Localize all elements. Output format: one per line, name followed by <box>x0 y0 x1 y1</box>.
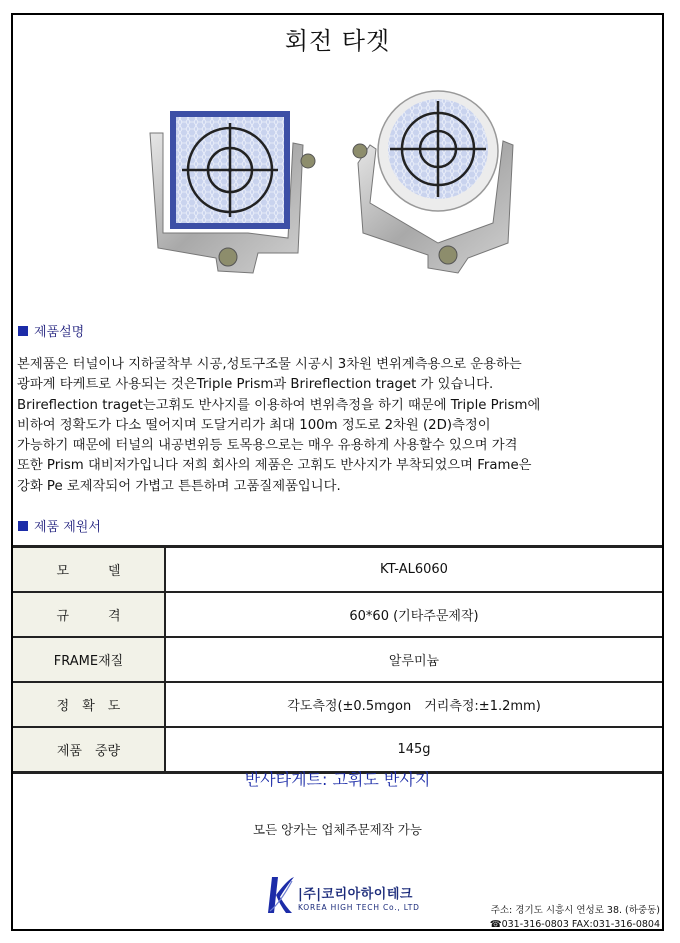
spec-value: 145g <box>166 728 662 771</box>
spec-label: 모 델 <box>13 548 164 591</box>
square-bullet-icon <box>18 521 28 531</box>
description-line: 비하여 정확도가 다소 떨어지며 도달거리가 최대 100m 정도로 2차원 (2D)측정이 <box>17 417 491 433</box>
document-frame <box>11 13 664 931</box>
reflector-note: 반사타게트: 고휘도 반사지 <box>244 770 431 789</box>
spec-value: KT-AL6060 <box>166 548 662 591</box>
description-line: 또한 Prism 대비저가입니다 저희 회사의 제품은 고휘도 반사지가 부착되었으며 Frame은 <box>17 458 532 474</box>
spec-label: 제품 중량 <box>13 728 164 771</box>
section-description-label: 제품설명 <box>34 325 85 340</box>
spec-label: 정 확 도 <box>13 683 164 726</box>
spec-row-size <box>13 593 662 636</box>
company-name: |주|코리아하이테크 <box>298 887 413 902</box>
company-phone-fax: ☎031-316-0803 FAX:031-316-0804 <box>489 919 660 930</box>
description-line: 광파계 타케트로 사용되는 것은Triple Prism과 Brireflection traget 가 있습니다. <box>17 377 494 393</box>
spec-label: FRAME재질 <box>13 638 164 681</box>
round-target-image <box>353 91 513 273</box>
spec-row-weight <box>13 728 662 771</box>
spec-value: 알루미늄 <box>166 638 662 681</box>
square-target-image <box>150 111 315 273</box>
product-photo <box>108 73 563 303</box>
company-logo <box>266 873 436 923</box>
description-line: Brireflection traget는고휘도 반사지를 이용하여 변위측정을 하기 때문에 Triple Prism에 <box>17 397 541 413</box>
spec-value: 60*60 (기타주문제작) <box>166 593 662 636</box>
section-spec-heading <box>18 516 101 535</box>
section-spec-label: 제품 제원서 <box>34 520 101 535</box>
spec-row-accuracy <box>13 683 662 726</box>
company-address: 주소: 경기도 시흥시 연성로 38. (하중동) <box>490 905 660 916</box>
spec-label: 규 격 <box>13 593 164 636</box>
spec-row-material <box>13 638 662 681</box>
page-title: 회전 타겟 <box>284 27 391 55</box>
company-contact <box>490 904 660 932</box>
spec-value: 각도측정(±0.5mgon 거리측정:±1.2mm) <box>166 683 662 726</box>
custom-order-note: 모든 앙카는 업체주문제작 가능 <box>253 822 422 837</box>
description-line: 가능하기 때문에 터널의 내공변위등 토목용으로는 매우 유용하게 사용할수 있으며 가격 <box>17 438 518 454</box>
section-description-heading <box>18 321 84 340</box>
spec-row-model <box>13 548 662 591</box>
product-description <box>17 355 659 497</box>
k-logo-icon <box>266 873 296 917</box>
company-name-en: KOREA HIGH TECH Co., LTD <box>298 903 420 912</box>
square-bullet-icon <box>18 326 28 336</box>
description-line: 강화 Pe 로제작되어 가볍고 튼튼하며 고품질제품입니다. <box>17 478 341 494</box>
description-line: 본제품은 터널이나 지하굴착부 시공,성토구조물 시공시 3차원 변위계측용으로 운용하는 <box>17 357 522 372</box>
